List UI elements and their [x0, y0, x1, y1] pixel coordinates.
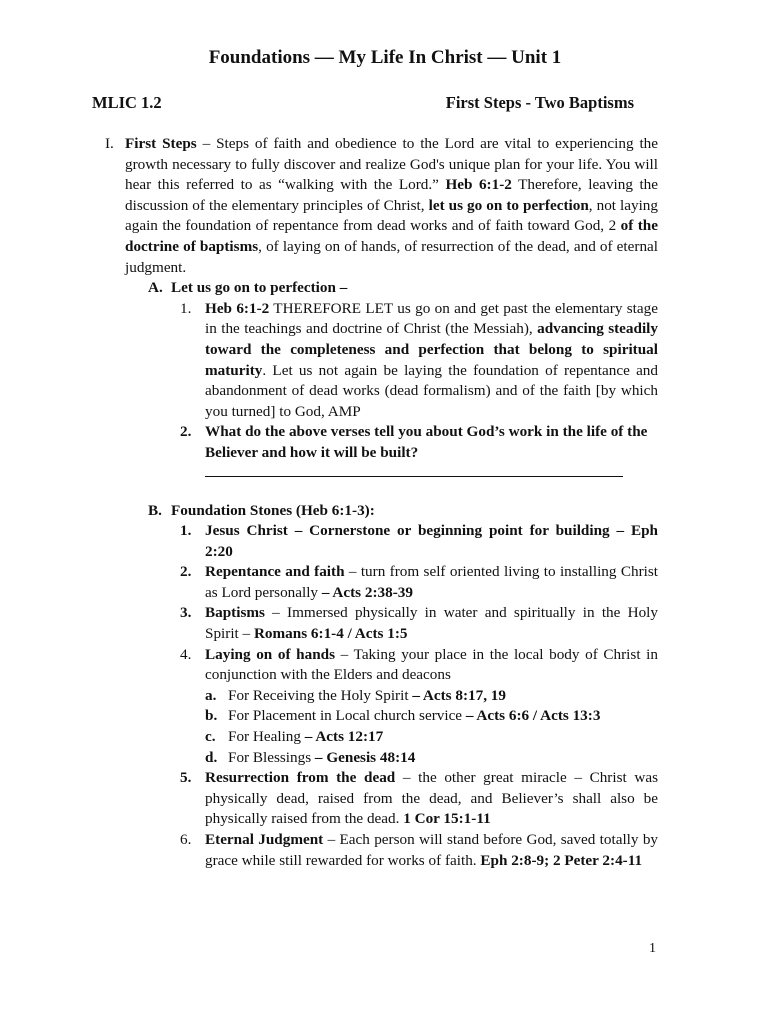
list-item-description: – Taking your place in the local body of Christ in conjunction with the Elders and deacons [205, 645, 658, 684]
sub-list-letter: a. [205, 686, 217, 704]
document-body [105, 134, 658, 871]
list-number: 1. [180, 522, 192, 540]
list-item [180, 562, 658, 603]
section-first-steps [105, 134, 658, 278]
subsection-b [148, 501, 658, 522]
section-heading: First Steps [125, 135, 197, 152]
list-item-title: Resurrection from the dead [205, 769, 396, 787]
list-item-question [180, 422, 658, 463]
scripture-reference: 1 Cor 15:1-11 [403, 810, 491, 828]
emphasis-text: advancing steadily toward the completeness and perfection that belong to spiritual maturity [205, 320, 658, 379]
scripture-reference: – Acts 6:6 / Acts 13:3 [465, 707, 601, 725]
sub-list-letter: b. [205, 707, 218, 725]
answer-area [180, 464, 658, 477]
scripture-reference: Heb 6:1-2 [205, 299, 270, 317]
scripture-text: . Let us not again be laying the foundation of repentance and abandonment of dead works (dead formalism) and of the faith [by which you turned] to God, AMP [205, 361, 658, 420]
list-item-text [205, 603, 658, 644]
scripture-reference: – Acts 2:38-39 [321, 583, 413, 601]
list-item-title: Repentance and faith [205, 563, 345, 581]
sub-list-text [228, 748, 415, 769]
scripture-text: Therefore, leaving the discussion of the elementary principles of Christ, [125, 176, 659, 214]
scripture-text: , of laying on of hands, of resurrection of the dead, and of eternal judgment. [125, 237, 658, 276]
list-item [180, 830, 658, 871]
sub-list-item [205, 748, 658, 769]
document-title: Foundations — My Life In Christ — Unit 1 [208, 47, 562, 68]
scripture-reference: – Genesis 48:14 [314, 748, 416, 766]
list-item [180, 645, 658, 686]
emphasis-text: of the doctrine of baptisms [125, 217, 658, 255]
subsection-letter: B. [148, 501, 162, 519]
subsection-a [148, 278, 658, 299]
sub-list-description: For Blessings [228, 748, 315, 766]
sub-list-item [205, 686, 658, 707]
section-text: – Steps of faith and obedience to the Lord are vital to experiencing the growth necessary to fully discover and realize God's unique plan for your life. You will hear this referred to as “walking with the Lord.” [125, 135, 658, 194]
list-number: 5. [180, 769, 192, 787]
list-item-description: – turn from self oriented living to installing Christ as Lord personally [205, 563, 658, 601]
sub-list-description: For Placement in Local church service [228, 707, 466, 725]
sub-list-item [205, 706, 658, 727]
list-item-text [205, 645, 658, 686]
list-item-description: – Immersed physically in water and spiritually in the Holy Spirit – [205, 604, 658, 643]
list-item-title: Eternal Judgment [205, 831, 324, 848]
emphasis-text: let us go on to perfection [428, 196, 589, 214]
list-item [180, 768, 658, 830]
list-item [180, 299, 658, 423]
list-number: 3. [180, 604, 192, 622]
subsection-heading: Foundation Stones (Heb 6:1-3): [171, 501, 375, 519]
list-item-text [205, 830, 658, 871]
list-item-description: – Each person will stand before God, saved totally by grace while still rewarded for works of faith. [205, 831, 659, 869]
scripture-reference: Romans 6:1-4 / Acts 1:5 [253, 625, 408, 643]
scripture-text: , not laying again the foundation of repentance from dead works and of faith toward God, 2 [125, 196, 658, 235]
question-text: What do the above verses tell you about God’s work in the life of the Believer and how it will be built? [205, 423, 648, 461]
sub-list-letter: c. [205, 728, 216, 746]
list-item-title: Baptisms [205, 604, 265, 622]
sub-list-text [228, 706, 600, 727]
lesson-code: MLIC 1.2 [92, 93, 162, 112]
sub-list-text [228, 727, 383, 748]
section-number: I. [105, 135, 114, 152]
page-number: 1 [649, 941, 656, 956]
sub-list-description: For Receiving the Holy Spirit [228, 686, 413, 704]
list-item [180, 603, 658, 644]
list-item-text [205, 562, 658, 603]
list-number: 6. [180, 831, 192, 848]
list-item-text [205, 768, 658, 830]
scripture-reference: Heb 6:1-2 [445, 176, 512, 194]
sub-list-description: For Healing [228, 728, 305, 746]
list-item-title: Jesus Christ – Cornerstone or beginning point for building – Eph 2:20 [205, 522, 658, 560]
list-item-title: Laying on of hands [205, 645, 336, 663]
scripture-reference: – Acts 8:17, 19 [412, 686, 506, 704]
list-item-description: – the other great miracle – Christ was physically dead, raised from the dead, and Believer’s shall also be physically raised from the dead. [205, 769, 658, 828]
list-number: 2. [180, 423, 192, 441]
sub-list-text [228, 686, 506, 707]
list-number: 1. [180, 299, 192, 317]
lesson-subtitle: First Steps - Two Baptisms [445, 93, 634, 112]
subsection-letter: A. [148, 279, 163, 297]
sub-list-item [205, 727, 658, 748]
answer-line[interactable] [205, 464, 623, 477]
list-item-text [205, 299, 658, 423]
scripture-reference: Eph 2:8-9; 2 Peter 2:4-11 [480, 851, 643, 869]
scripture-reference: – Acts 12:17 [304, 728, 384, 746]
list-item [180, 521, 658, 562]
list-number: 2. [180, 563, 192, 581]
sub-list-letter: d. [205, 748, 218, 766]
list-number: 4. [180, 645, 192, 663]
scripture-text: THEREFORE LET us go on and get past the elementary stage in the teachings and doctrine of Christ (the Messiah), [205, 299, 658, 338]
section-first-steps-text [125, 134, 658, 278]
subsection-heading: Let us go on to perfection – [171, 279, 348, 297]
